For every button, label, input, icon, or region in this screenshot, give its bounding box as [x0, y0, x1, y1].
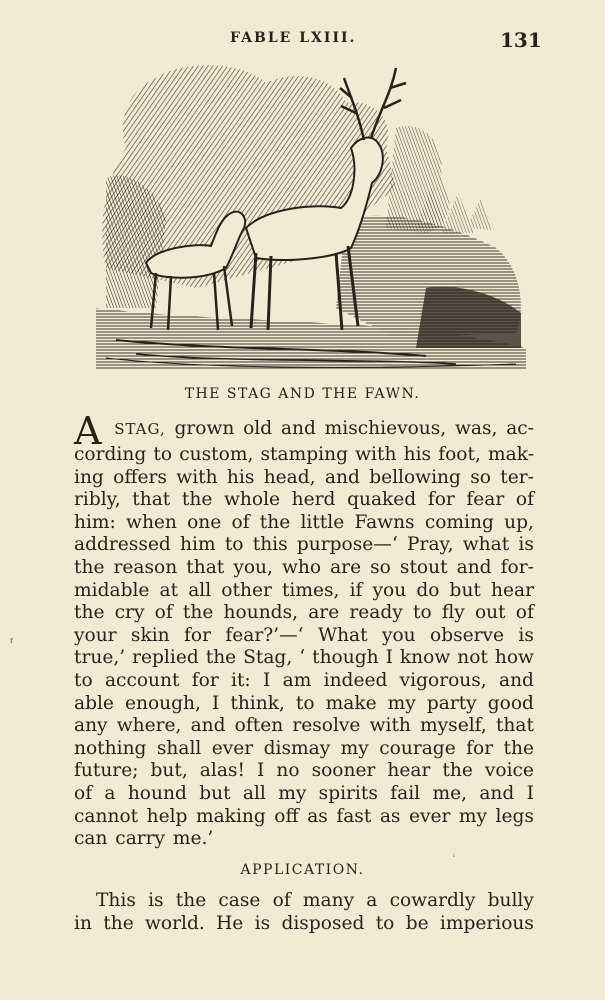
word: you,	[233, 556, 273, 578]
text-line	[74, 602, 534, 625]
word: replied	[132, 647, 199, 669]
word: fear?’—‘	[225, 624, 304, 646]
word: courage	[379, 737, 456, 759]
text-line	[74, 715, 534, 738]
word: mak-	[488, 444, 534, 465]
word: at	[159, 579, 179, 601]
text-line	[74, 444, 534, 467]
word: bully	[487, 890, 534, 911]
word: for	[466, 737, 494, 759]
word: ribly,	[74, 489, 121, 511]
word: carry	[115, 828, 166, 850]
word: him:	[74, 511, 116, 533]
page-number: 131	[500, 28, 542, 52]
word: for	[191, 669, 219, 691]
word: myself,	[420, 715, 487, 737]
word: ever	[408, 805, 451, 827]
word: of	[74, 782, 93, 804]
word: is	[148, 890, 164, 911]
word: for-	[500, 556, 534, 578]
word: disposed	[281, 912, 365, 934]
word: Fawns	[354, 511, 415, 533]
word: off	[274, 805, 299, 827]
word: voice	[484, 760, 534, 782]
word: grown	[174, 418, 235, 439]
illustration-caption: THE STAG AND THE FAWN.	[184, 386, 421, 402]
word: the	[74, 602, 105, 624]
word: what	[462, 534, 510, 556]
word: with	[176, 466, 218, 488]
word: other	[221, 579, 272, 601]
word: I	[526, 782, 534, 804]
word: to	[153, 444, 173, 465]
word: that	[495, 715, 534, 737]
word: herd	[291, 489, 336, 511]
word: cannot	[74, 805, 139, 827]
word: nothing	[74, 737, 147, 759]
word: think,	[230, 692, 285, 714]
word: mischievous,	[324, 418, 447, 439]
word: whole	[223, 489, 281, 511]
word: account	[104, 669, 180, 691]
word: ing	[74, 466, 104, 488]
word: who	[281, 556, 322, 578]
word: hear	[491, 579, 534, 601]
word: enough,	[124, 692, 201, 714]
text-line	[74, 647, 534, 670]
word: and	[479, 782, 515, 804]
word: but	[449, 579, 481, 601]
word: make	[325, 692, 377, 714]
word: ‘	[299, 647, 306, 669]
word: I	[262, 669, 271, 691]
word: and	[280, 418, 316, 439]
word: and	[324, 466, 360, 488]
word: ter-	[500, 466, 534, 488]
word: the	[503, 737, 534, 759]
word: fast	[336, 805, 372, 827]
text-line	[74, 409, 534, 453]
word: He	[216, 912, 244, 934]
text-line	[74, 806, 534, 829]
word: reason	[113, 556, 178, 578]
word: alas!	[199, 760, 245, 782]
word: am	[282, 669, 312, 691]
word: the	[259, 511, 291, 533]
text-line	[74, 670, 534, 693]
word: often	[234, 715, 284, 737]
word: offers	[113, 466, 167, 488]
word: but	[199, 782, 231, 804]
word: many	[302, 890, 355, 911]
word: you	[372, 579, 407, 601]
word: ever	[211, 737, 254, 759]
word: old	[243, 418, 273, 439]
word: with	[355, 444, 397, 465]
word: a	[104, 782, 116, 804]
margin-mark: ᶠ	[10, 636, 13, 650]
word: of	[515, 489, 534, 511]
word: world.	[145, 912, 205, 934]
text-line	[74, 828, 534, 851]
word: up,	[504, 511, 534, 533]
word: his	[226, 466, 255, 488]
word: quaked	[347, 489, 417, 511]
word: if	[349, 579, 363, 601]
word: so	[470, 466, 491, 488]
word: future;	[74, 760, 139, 782]
word: any	[74, 715, 108, 737]
word: stout	[399, 556, 448, 578]
word: how	[494, 647, 534, 669]
word: to	[295, 692, 315, 714]
application-text	[74, 890, 534, 935]
word: ready	[349, 602, 403, 624]
word: I	[211, 692, 220, 714]
word: making	[195, 805, 266, 827]
word: no	[276, 760, 300, 782]
word: my	[340, 737, 369, 759]
word: all	[188, 579, 212, 601]
word: custom,	[179, 444, 254, 465]
text-line	[74, 738, 534, 761]
word: I	[385, 647, 393, 669]
text-line	[74, 512, 534, 535]
text-line	[74, 760, 534, 783]
word: as	[307, 805, 328, 827]
word: fly	[441, 602, 465, 624]
word: indeed	[323, 669, 388, 691]
word: the	[74, 556, 105, 578]
word: that	[132, 489, 171, 511]
word: is	[518, 534, 534, 556]
text-line	[74, 693, 534, 716]
word: cording	[74, 444, 147, 465]
word: true,’	[74, 647, 126, 669]
word: are	[330, 556, 362, 578]
word: midable	[74, 579, 150, 601]
word: vigorous,	[399, 669, 487, 691]
word: this	[252, 534, 288, 556]
text-line	[74, 467, 534, 490]
word: my	[387, 692, 416, 714]
word: do	[416, 579, 440, 601]
text-line	[74, 557, 534, 580]
word: me.’	[172, 828, 214, 850]
word: him	[180, 534, 216, 556]
word: imperious	[439, 912, 534, 934]
word: of	[515, 602, 534, 624]
word: purpose—‘	[296, 534, 398, 556]
word: to	[224, 534, 244, 556]
stag-and-fawn-engraving	[96, 58, 526, 370]
word: out	[474, 602, 506, 624]
word: party	[426, 692, 477, 714]
word: in	[74, 912, 92, 934]
text-line	[74, 625, 534, 648]
word: that	[186, 556, 225, 578]
word: cry	[114, 602, 145, 624]
word: the	[103, 912, 134, 934]
word: of	[231, 511, 250, 533]
word: is	[518, 624, 534, 646]
word: a	[366, 890, 378, 911]
word: hear	[387, 760, 431, 782]
word: for	[184, 624, 211, 646]
text-line	[74, 489, 534, 512]
running-title: FABLE LXIII.	[230, 30, 357, 46]
word: and	[499, 669, 534, 691]
word: coming	[424, 511, 494, 533]
word: not	[457, 647, 488, 669]
word: head,	[263, 466, 316, 488]
word: my	[458, 805, 487, 827]
word: are	[308, 602, 340, 624]
word: be	[405, 912, 429, 934]
word: observe	[430, 624, 505, 646]
word: to	[412, 602, 432, 624]
word: with	[369, 715, 411, 737]
word: of	[272, 890, 291, 911]
word: and	[190, 715, 226, 737]
word: was,	[454, 418, 498, 439]
word: good	[487, 692, 534, 714]
word: one	[187, 511, 222, 533]
word: Stag,	[243, 647, 293, 669]
word: cowardly	[389, 890, 476, 911]
word: addressed	[74, 534, 171, 556]
word: the	[182, 602, 214, 624]
word: it:	[231, 669, 251, 691]
word: ac-	[506, 418, 534, 439]
word: where,	[116, 715, 182, 737]
word: to	[375, 912, 395, 934]
word: and	[456, 556, 492, 578]
word: little	[300, 511, 345, 533]
word: legs	[495, 805, 534, 827]
word: shall	[156, 737, 202, 759]
word: case	[218, 890, 261, 911]
text-line	[74, 890, 534, 913]
word: fear	[466, 489, 505, 511]
word: for	[427, 489, 455, 511]
word: the	[181, 489, 213, 511]
word: dismay	[263, 737, 331, 759]
word: hound	[127, 782, 187, 804]
word: able	[74, 692, 114, 714]
word: fail	[390, 782, 421, 804]
word: skin	[130, 624, 170, 646]
fable-text	[74, 409, 534, 851]
drop-cap: A	[74, 409, 102, 453]
word: resolve	[292, 715, 361, 737]
word: know	[399, 647, 451, 669]
word: the	[175, 890, 207, 911]
word: but,	[150, 760, 188, 782]
word: all	[242, 782, 266, 804]
word: I	[256, 760, 265, 782]
word: bellowing	[369, 466, 461, 488]
word: can	[74, 828, 108, 850]
word: times,	[281, 579, 340, 601]
word: help	[146, 805, 188, 827]
word: STAG,	[114, 420, 166, 438]
word: Pray,	[407, 534, 454, 556]
word: me,	[432, 782, 467, 804]
word: foot,	[438, 444, 481, 465]
word: his	[403, 444, 432, 465]
word: my	[278, 782, 307, 804]
word: is	[254, 912, 271, 934]
word: This	[96, 890, 136, 911]
word: your	[74, 624, 117, 646]
application-heading: APPLICATION.	[240, 862, 365, 878]
word: when	[126, 511, 177, 533]
word: spirits	[318, 782, 378, 804]
word: you	[381, 624, 416, 646]
word: though	[312, 647, 379, 669]
word: to	[74, 669, 93, 691]
word: What	[317, 624, 368, 646]
word: of	[154, 602, 173, 624]
text-line	[74, 913, 534, 936]
word: so	[370, 556, 391, 578]
word: hounds,	[223, 602, 299, 624]
page-speck: ⁱ	[453, 853, 455, 863]
word: as	[379, 805, 401, 827]
word: the	[205, 647, 237, 669]
text-line	[74, 580, 534, 603]
word: the	[442, 760, 473, 782]
text-line	[74, 534, 534, 557]
word: stamping	[260, 444, 348, 465]
word: sooner	[311, 760, 376, 782]
text-line	[74, 783, 534, 806]
